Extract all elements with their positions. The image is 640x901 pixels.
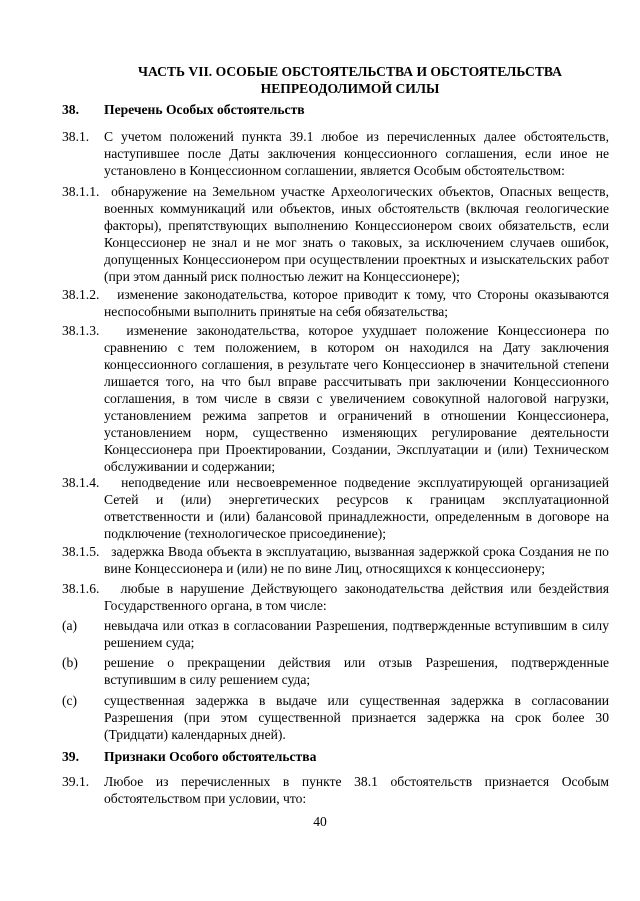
- clause-number: 38.1.2.: [62, 287, 100, 302]
- sub-item-text: существенная задержка в выдаче или существенная задержка в согласовании Разрешения (при этом существенной признается задержка на срок более 30 (Тридцати) календарных дней).: [104, 693, 609, 742]
- clause-38-1-5: [62, 543, 609, 577]
- clause-text: С учетом положений пункта 39.1 любое из перечисленных далее обстоятельств, наступившее после Даты заключения концессионного соглашения, если иное не установлено в Концессионном соглашении, является Особым обстоятельством:: [104, 129, 609, 178]
- clause-number: 38.1.3.: [62, 323, 100, 338]
- clause-text: обнаружение на Земельном участке Археологических объектов, Опасных веществ, военных коммуникаций или объектов, иных обстоятельств (включая геологические факторы), препятствующих выполнению Концессионером своих обязательств, если Концессионер не знал и не мог знать о таковых, за исключением случаев ошибок, допущенных Концессионером при осуществлении проектных и изыскательских работ (при этом данный риск полностью лежит на Концессионере);: [104, 184, 609, 284]
- article-number: 38.: [62, 102, 79, 117]
- section-title-line-1: ЧАСТЬ VII. ОСОБЫЕ ОБСТОЯТЕЛЬСТВА И ОБСТОЯТЕЛЬСТВА: [138, 64, 562, 79]
- sub-item-label: (b): [62, 655, 78, 670]
- clause-text: изменение законодательства, которое приводит к тому, что Стороны оказываются неспособными выполнить принятые на себя обязательства;: [104, 287, 610, 319]
- page-number: 40: [313, 814, 327, 829]
- clause-number: 39.1.: [62, 774, 90, 789]
- section-title: [60, 63, 640, 97]
- section-title-line-2: НЕПРЕОДОЛИМОЙ СИЛЫ: [260, 81, 440, 96]
- clause-number: 38.1.6.: [62, 581, 100, 596]
- sub-item-text: невыдача или отказ в согласовании Разрешения, подтвержденные вступившим в силу решением суда;: [104, 618, 609, 650]
- clause-38-1-4: [62, 474, 609, 542]
- article-number: 39.: [62, 749, 79, 764]
- clause-text: Любое из перечисленных в пункте 38.1 обстоятельств признается Особым обстоятельством при условии, что:: [104, 774, 609, 806]
- clause-38-1-6: [62, 580, 609, 614]
- clause-38-1: [62, 128, 609, 179]
- clause-38-1-2: [62, 286, 609, 320]
- clause-38-1-3: [62, 322, 609, 475]
- clause-38-1-1: [62, 183, 609, 285]
- clause-text: любые в нарушение Действующего законодательства действия или бездействия Государственного органа, в том числе:: [104, 581, 609, 613]
- clause-number: 38.1.: [62, 129, 90, 144]
- clause-text: изменение законодательства, которое ухудшает положение Концессионера по сравнению с тем положением, в котором он находился на Дату заключения концессионного соглашения, в результате чего Концессионер в значительной степени лишается того, на что был вправе рассчитывать при заключении Концессионного соглашения, в том числе в связи с увеличением совокупной налоговой нагрузки, установлением режима запретов и ограничений в отношении Концессионера, установлением норм, существенно изменяющих регулирование деятельности Концессионера при Проектировании, Создании, Эксплуатации и (или) Техническом обслуживании и содержании;: [104, 323, 610, 474]
- sub-item-label: (a): [62, 618, 78, 633]
- clause-number: 38.1.1.: [62, 184, 100, 199]
- sub-item-label: (c): [62, 693, 78, 708]
- clause-number: 38.1.4.: [62, 475, 100, 490]
- article-title: Признаки Особого обстоятельства: [104, 749, 317, 764]
- clause-39-1: [62, 773, 609, 807]
- article-title: Перечень Особых обстоятельств: [104, 102, 305, 117]
- clause-number: 38.1.5.: [62, 544, 100, 559]
- clause-text: неподведение или несвоевременное подведение эксплуатирующей организацией Сетей и (или) энергетических ресурсов к границам эксплуатационной ответственности и (или) балансовой принадлежности, определенным в договоре на подключение (технологическое присоединение);: [104, 475, 609, 541]
- clause-text: задержка Ввода объекта в эксплуатацию, вызванная задержкой срока Создания не по вине Концессионера и (или) не по вине Лиц, относящихся к концессионеру;: [104, 544, 609, 576]
- sub-item-text: решение о прекращении действия или отзыв Разрешения, подтвержденные вступившим в силу решением суда;: [104, 655, 609, 687]
